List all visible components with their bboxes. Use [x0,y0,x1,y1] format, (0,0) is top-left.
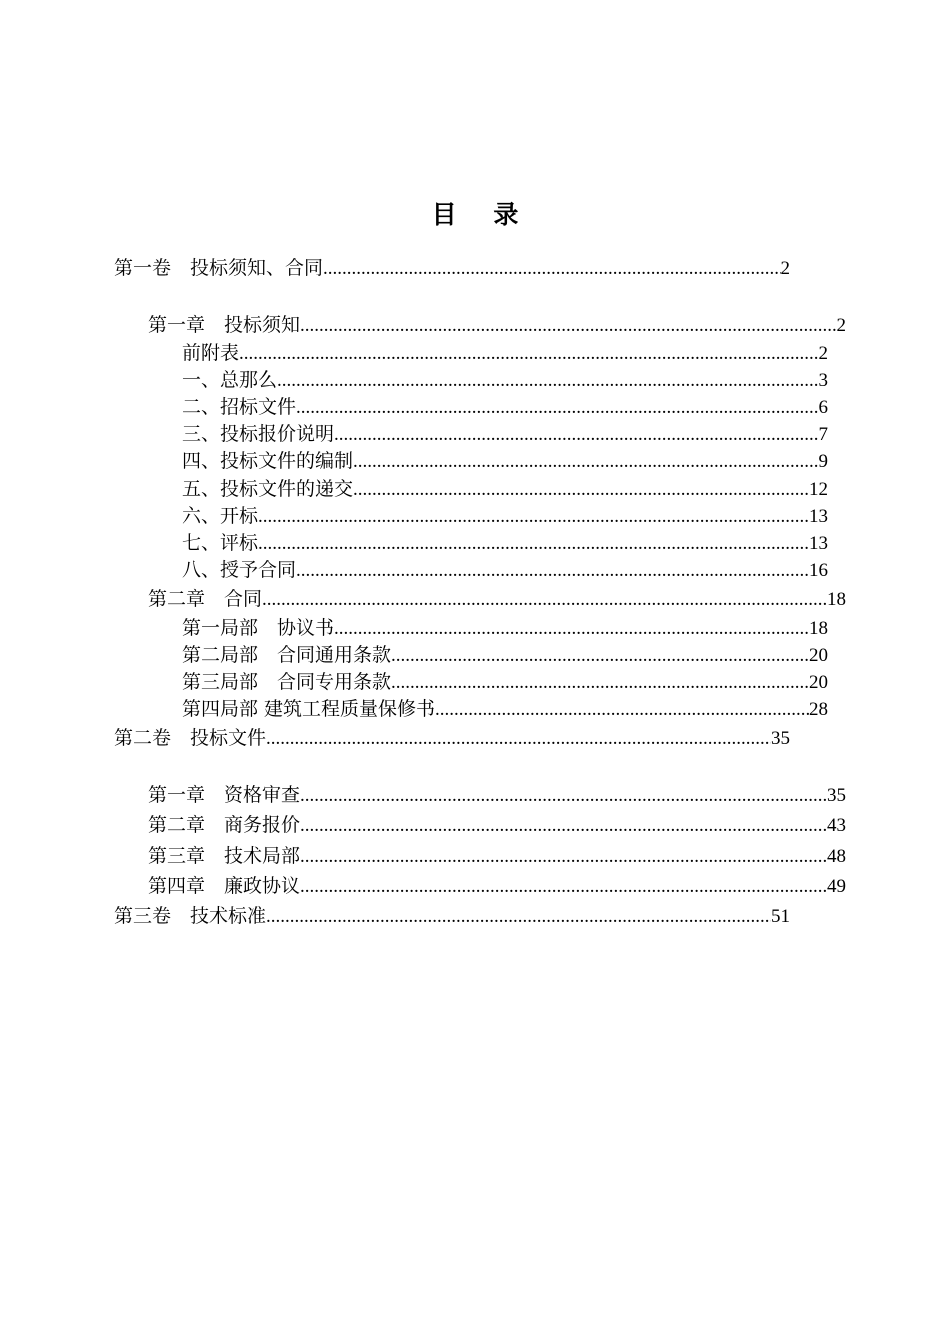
toc-entry-page: 2 [780,258,790,279]
toc-leader-dots [266,726,771,752]
toc-entry-chapter[interactable] [148,812,846,839]
toc-entry-label: 第四章 廉政协议 [148,875,301,897]
toc-entry-label: 第一局部 协议书 [182,617,335,639]
toc-entry-part[interactable] [182,696,828,723]
toc-entry-label: 第二章 合同 [148,588,263,610]
toc-entry-label: 八、授予合同 [182,559,297,581]
toc-leader-dots [277,368,818,394]
toc-entry-page: 13 [809,506,828,527]
toc-entry-page: 7 [818,424,828,445]
toc-leader-dots [258,531,809,557]
toc-entry-page: 9 [818,451,828,472]
toc-leader-dots [300,813,827,839]
toc-entry-section[interactable] [182,394,828,421]
toc-entry-section[interactable] [182,448,828,475]
toc-leader-dots [239,341,818,367]
toc-entry-label: 四、投标文件的编制 [182,450,354,472]
toc-entry-chapter-1[interactable] [148,312,846,339]
toc-entry-page: 2 [818,343,828,364]
toc-entry-page: 35 [771,728,790,749]
toc-leader-dots [262,587,827,613]
toc-leader-dots [391,670,809,696]
toc-entry-part[interactable] [182,642,828,669]
toc-leader-dots [258,504,809,530]
toc-entry-label: 七、评标 [182,532,259,554]
toc-entry-page: 51 [771,906,790,927]
toc-entry-section[interactable] [182,530,828,557]
toc-entry-label: 二、招标文件 [182,396,297,418]
toc-entry-label: 五、投标文件的递交 [182,478,354,500]
toc-entry-page: 48 [827,846,846,867]
toc-entry-section[interactable] [182,476,828,503]
toc-entry-label: 第一章 投标须知 [148,314,301,336]
toc-leader-dots [300,313,836,339]
toc-entry-label: 第三卷 技术标准 [114,905,267,927]
toc-entry-part[interactable] [182,615,828,642]
toc-entry-page: 16 [809,560,828,581]
toc-entry-page: 20 [809,645,828,666]
toc-entry-label: 第一卷 投标须知、合同 [114,257,324,279]
toc-leader-dots [334,422,818,448]
toc-entry-page: 3 [818,370,828,391]
toc-entry-page: 12 [809,479,828,500]
toc-entry-chapter[interactable] [148,782,846,809]
toc-entry-chapter[interactable] [148,843,846,870]
toc-leader-dots [300,783,827,809]
toc-entry-section[interactable] [182,367,828,394]
toc-entry-page: 13 [809,533,828,554]
toc-entry-page: 2 [836,315,846,336]
toc-entry-label: 一、总那么 [182,369,278,391]
toc-entry-volume-2[interactable] [114,725,790,752]
toc-leader-dots [296,395,818,421]
toc-entry-label: 六、开标 [182,505,259,527]
toc-entry-label: 第一章 资格审查 [148,784,301,806]
toc-entry-section[interactable] [182,340,828,367]
toc-entry-label: 第二局部 合同通用条款 [182,644,392,666]
toc-entry-label: 第二章 商务报价 [148,814,301,836]
toc-entry-section[interactable] [182,557,828,584]
toc-entry-page: 18 [827,589,846,610]
toc-entry-section[interactable] [182,421,828,448]
toc-entry-page: 49 [827,876,846,897]
toc-entry-volume-3[interactable] [114,903,790,930]
toc-entry-label: 第三局部 合同专用条款 [182,671,392,693]
toc-entry-page: 20 [809,672,828,693]
toc-entry-page: 6 [818,397,828,418]
toc-entry-label: 第四局部 建筑工程质量保修书 [182,698,436,720]
toc-leader-dots [353,477,809,503]
toc-entry-label: 第二卷 投标文件 [114,727,267,749]
toc-entry-label: 第三章 技术局部 [148,845,301,867]
toc-leader-dots [323,256,780,282]
toc-leader-dots [300,844,827,870]
toc-entry-chapter[interactable] [148,873,846,900]
toc-entry-volume-1[interactable] [114,255,790,282]
toc-leader-dots [266,904,771,930]
toc-entry-label: 前附表 [182,342,240,364]
toc-entry-page: 18 [809,618,828,639]
toc-leader-dots [391,643,809,669]
toc-entry-page: 28 [809,699,828,720]
toc-leader-dots [353,449,818,475]
toc-entry-part[interactable] [182,669,828,696]
toc-leader-dots [296,558,809,584]
toc-title: 目 录 [431,200,533,229]
toc-entry-section[interactable] [182,503,828,530]
toc-entry-page: 35 [827,785,846,806]
toc-entry-chapter-2[interactable] [148,586,846,613]
toc-leader-dots [435,697,809,723]
toc-leader-dots [334,616,809,642]
toc-entry-page: 43 [827,815,846,836]
toc-leader-dots [300,874,827,900]
toc-entry-label: 三、投标报价说明 [182,423,335,445]
